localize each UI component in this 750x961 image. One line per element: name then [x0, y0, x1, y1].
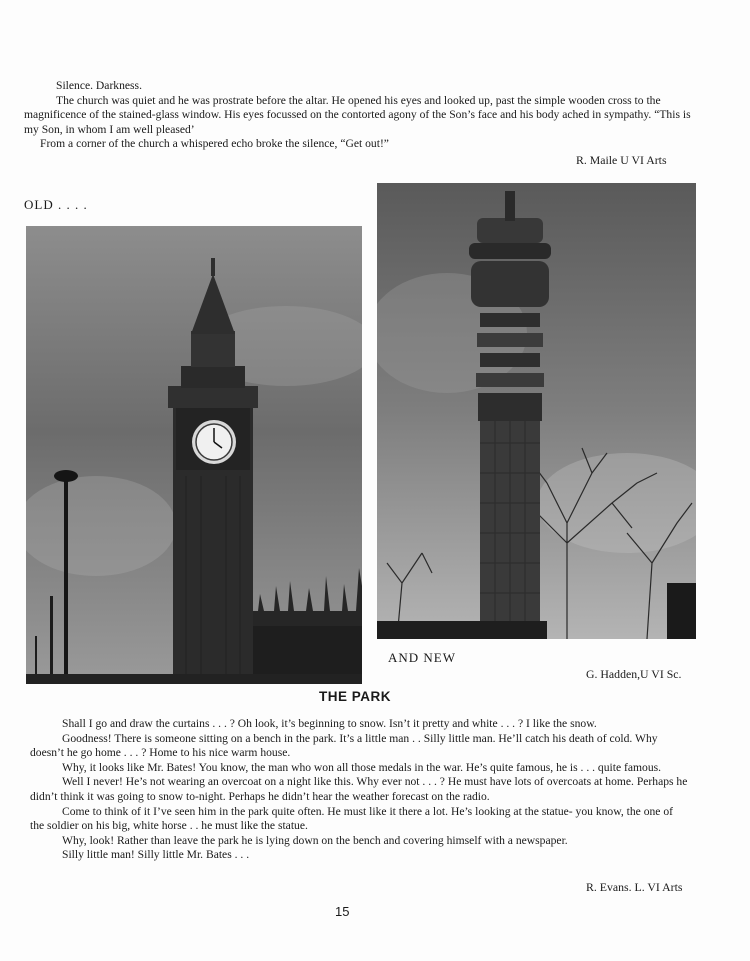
paragraph: Why, it looks like Mr. Bates! You know, the man who won all those medals in the war. He’s quite famous, he is . . . quite famous. [62, 760, 662, 774]
paragraph: Silly little man! Silly little Mr. Bates . . . [62, 848, 250, 862]
paragraph: Goodness! There is someone sitting on a bench in the park. It’s a little man . . Silly little man. He’ll catch his death of cold. Why doesn’t he go home . . . ? Home to his nice warm house. [30, 731, 658, 760]
story-one-text [24, 79, 700, 152]
post-office-tower-photo [377, 183, 696, 639]
paragraph: The church was quiet and he was prostrate before the altar. He opened his eyes and looked up, past the simple wooden cross to the magnificence of the stained-glass window. His eyes focussed on the contorted agony of the Son’s face and his body ached in sympathy. “This is my Son, in whom I am well pleased’ [24, 93, 691, 136]
page-number: 15 [335, 904, 350, 919]
story-two-text [30, 717, 690, 863]
paragraph: From a corner of the church a whispered echo broke the silence, “Get out!” [40, 137, 389, 151]
story-one-byline: R. Maile U VI Arts [576, 153, 667, 167]
paragraph: Silence. Darkness. [56, 79, 142, 92]
photo-credit: G. Hadden,U VI Sc. [586, 667, 682, 681]
big-ben-photo [26, 226, 362, 684]
paragraph: Shall I go and draw the curtains . . . ? Oh look, it’s beginning to snow. Isn’t it pretty and white . . . ? I like the snow. [62, 717, 597, 730]
paragraph: Why, look! Rather than leave the park he is lying down on the bench and covering himself with a newspaper. [62, 833, 568, 847]
and-new-caption: AND NEW [388, 650, 457, 665]
paragraph: Come to think of it I’ve seen him in the park quite often. He must like it there a lot. He’s looking at the statue- you know, the one of the soldier on his big, white horse . . he must like the statue. [30, 804, 674, 833]
paragraph: Well I never! He’s not wearing an overcoat on a night like this. Why ever not . . . ? He must have lots of overcoats at home. Perhaps he didn’t think it was going to snow to-night. Perhaps he didn’t hear the weather forecast on the radio. [30, 775, 688, 803]
story-two-byline: R. Evans. L. VI Arts [586, 880, 683, 894]
story-two-title: THE PARK [319, 689, 392, 704]
old-caption: OLD . . . . [24, 197, 88, 212]
